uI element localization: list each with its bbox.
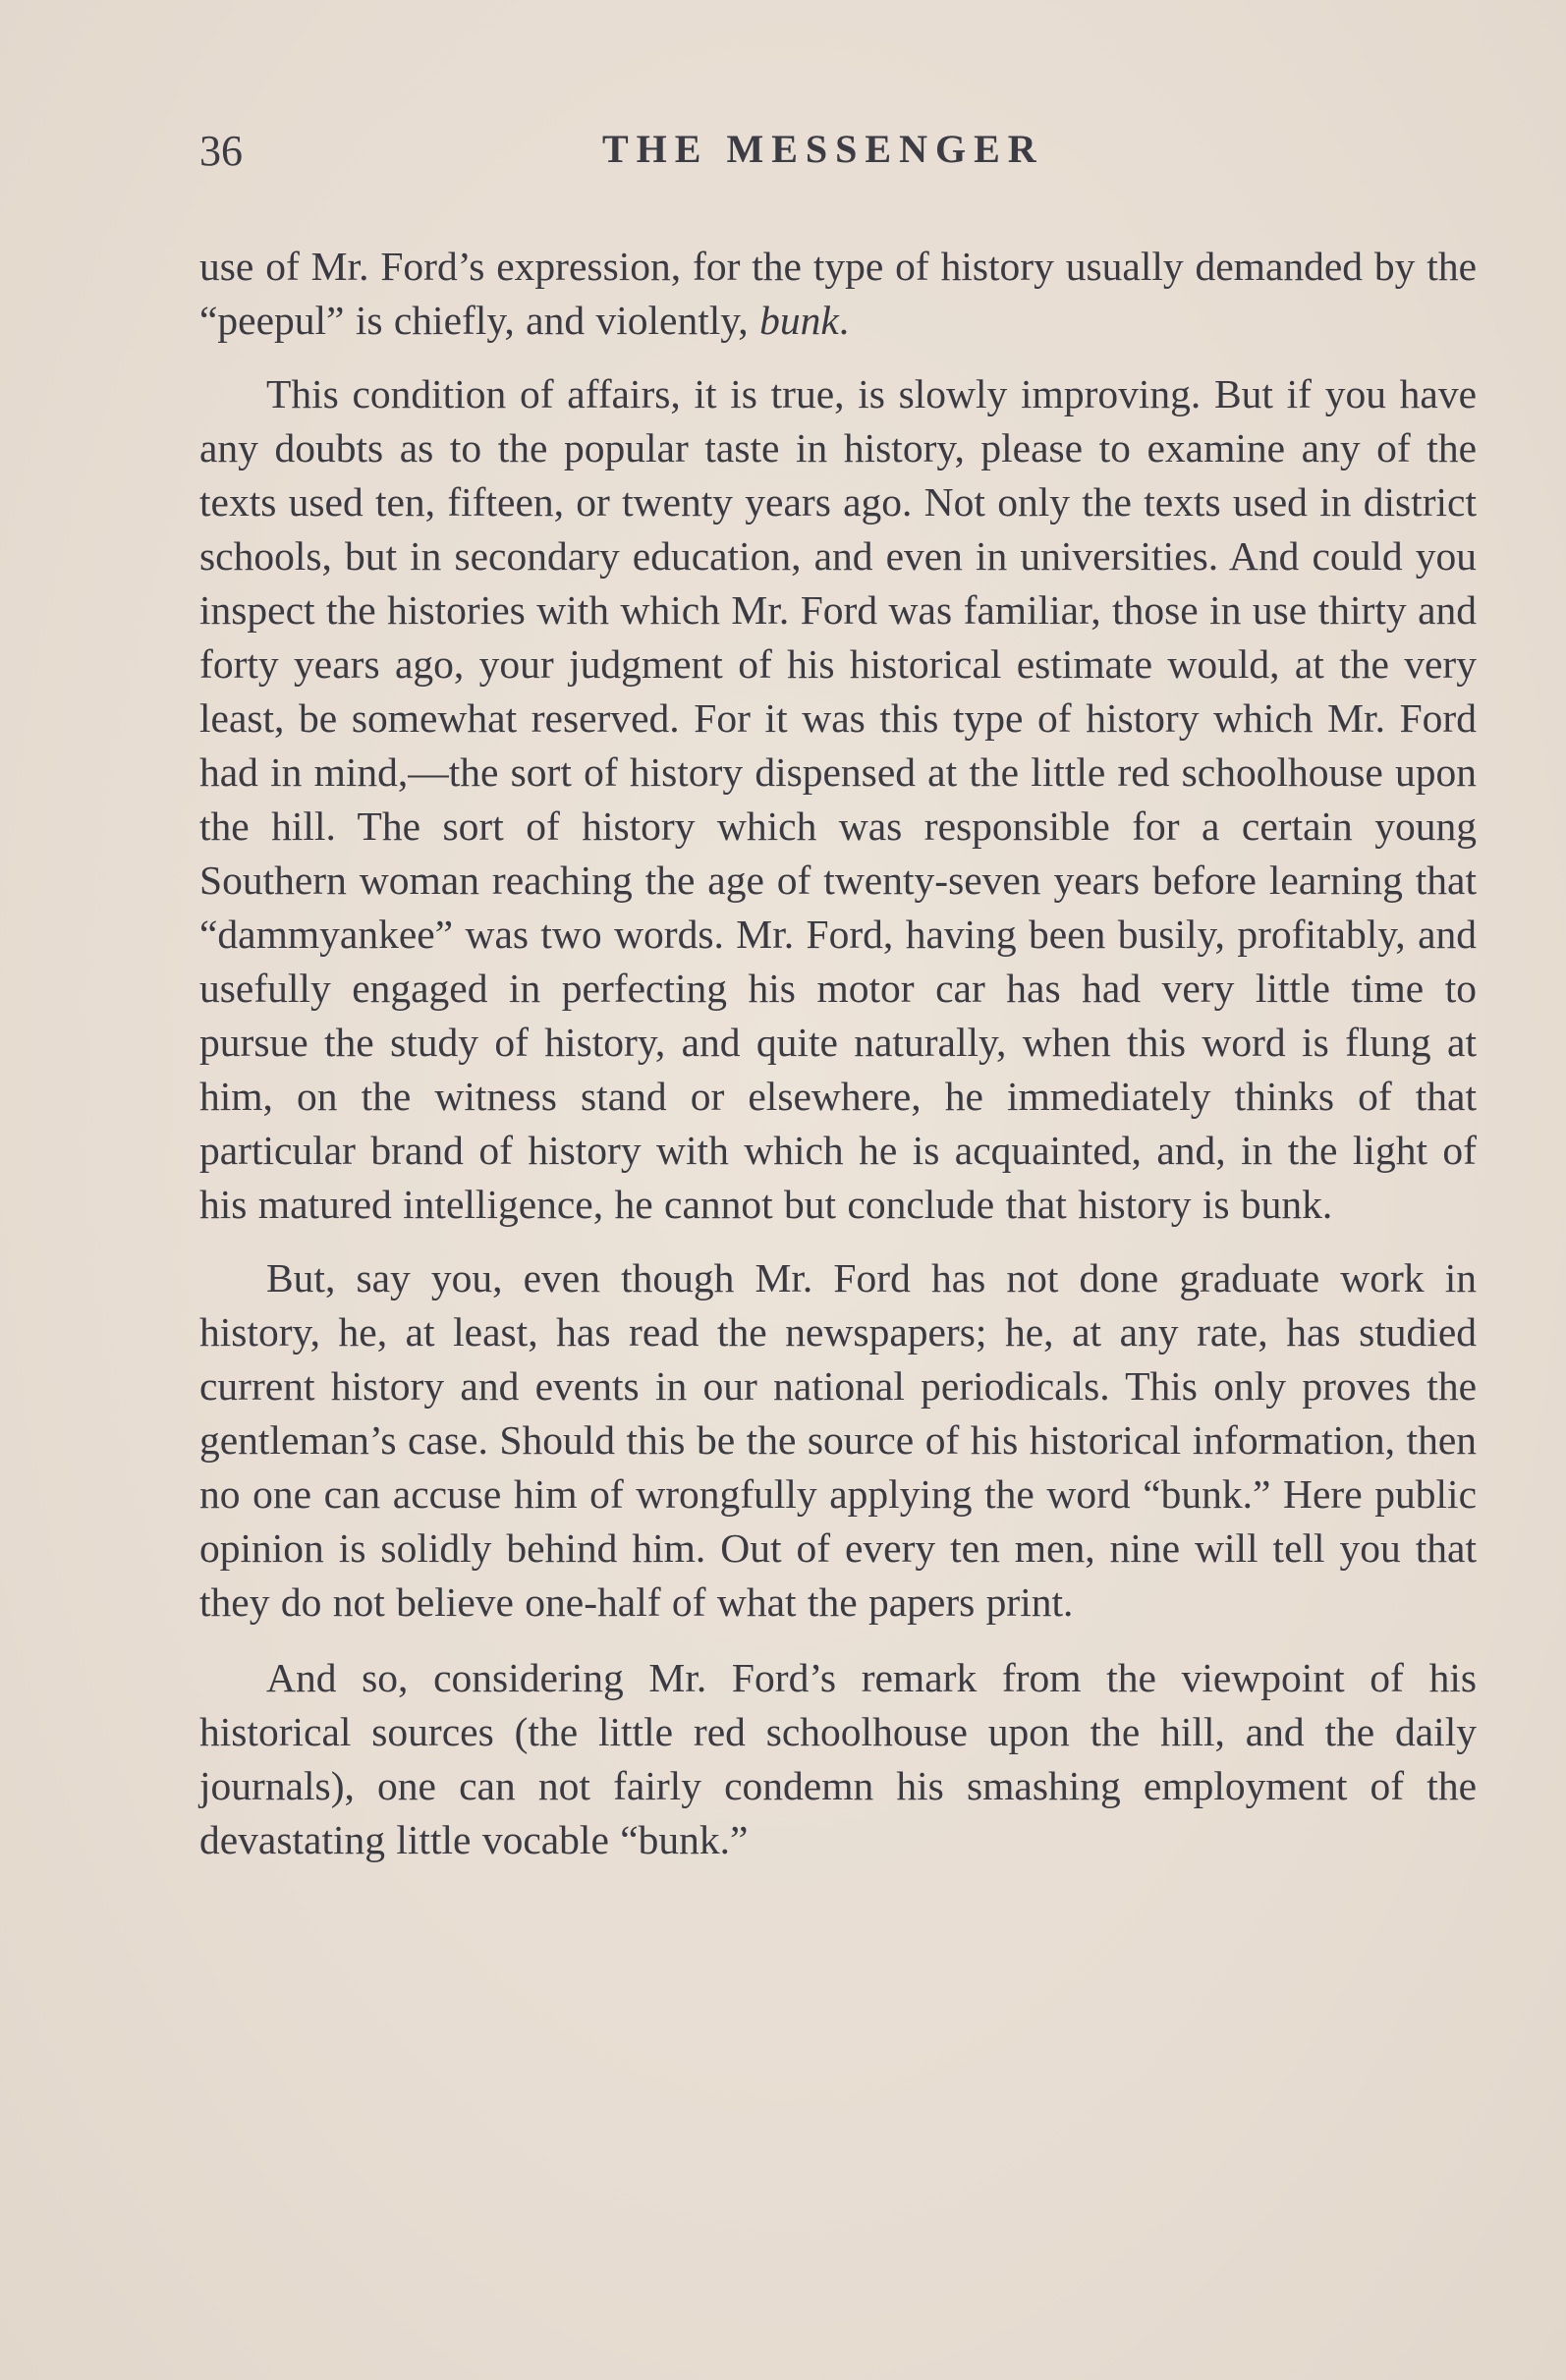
running-head: THE MESSENGER [602, 127, 1044, 171]
body-text [199, 240, 1477, 1867]
paragraph-1-end: . [838, 298, 850, 343]
paragraph-2: This condition of affairs, it is true, is slowly improving. But if you have any doubts as to the popular taste in history, please to examine any of the texts used ten, fifteen, or twenty years ago. Not only the texts used in district schools, but in secondary education, and even in universities. And could you inspect the histories with which Mr. Ford was familiar, those in use thirty and forty years ago, your judgment of his historical estimate would, at the very least, be somewhat reserved. For it was this type of history which Mr. Ford had in mind,—the sort of history dispensed at the little red schoolhouse upon the hill. The sort of history which was responsible for a certain young Southern woman reaching the age of twenty-seven years before learning that “dammyankee” was two words. Mr. Ford, having been busily, profitably, and usefully engaged in perfecting his motor car has had very little time to pursue the study of history, and quite naturally, when this word is flung at him, on the witness stand or elsewhere, he immediately thinks of that particular brand of history with which he is acquainted, and, in the light of his matured intelligence, he cannot but conclude that history is bunk. [199, 371, 1477, 1227]
page-header [199, 126, 1477, 185]
paragraph-3: But, say you, even though Mr. Ford has not done graduate work in history, he, at least, has read the newspapers; he, at any rate, has studied current history and events in our national periodicals. This only proves the gentleman’s case. Should this be the source of his historical information, then no one can accuse him of wrongfully applying the word “bunk.” Here public opinion is solidly behind him. Out of every ten men, nine will tell you that they do not believe one-half of what the papers print. [199, 1255, 1477, 1625]
paragraph-1-text: use of Mr. Ford’s expression, for the type of history usually demanded by the “peepul” is chiefly, and violently, [199, 244, 1477, 343]
italic-word: bunk [759, 298, 839, 343]
paragraph-1 [199, 240, 1477, 348]
page-number: 36 [199, 127, 243, 175]
paragraph-4: And so, considering Mr. Ford’s remark from the viewpoint of his historical sources (the little red schoolhouse upon the hill, and the daily journals), one can not fairly condemn his smashing employment of the devastating little vocable “bunk.” [199, 1655, 1477, 1862]
